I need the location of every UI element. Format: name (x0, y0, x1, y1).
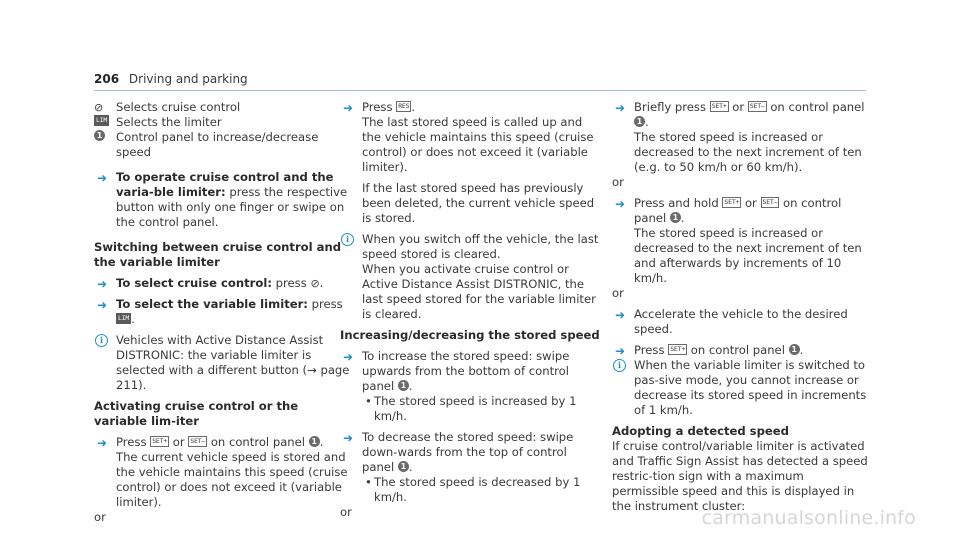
step-text: . (319, 435, 324, 449)
set-plus-icon: SET+ (724, 198, 740, 206)
callout-1-icon: 1 (634, 116, 645, 127)
step-text: . (411, 100, 416, 114)
step-text: . (680, 211, 685, 225)
step-text: on control panel (634, 196, 842, 225)
step-result: The stored speed is increased or decreased to the next increment of ten and afterwards by increments of 10 km/h. (634, 226, 862, 285)
arrow-icon: ➜ (615, 101, 626, 115)
legend-item-panel (94, 130, 350, 160)
decrease-step (340, 430, 602, 505)
arrow-icon: ➜ (343, 350, 354, 364)
set-minus-icon: SET– (190, 437, 206, 445)
note-text: When you switch off the vehicle, the last speed stored is cleared. (362, 232, 599, 261)
step-text: . (799, 343, 804, 357)
page-header (94, 72, 248, 87)
legend-text: Selects the limiter (116, 115, 222, 129)
cruise-control-icon: ⊘ (310, 277, 320, 290)
watermark: carmanualsonline.info (701, 507, 916, 529)
step-text: on control panel (766, 100, 865, 114)
or-text: or (94, 510, 106, 524)
step-text: To decrease the stored speed: swipe down-wards from the top of control panel (362, 430, 574, 474)
activating-heading: Activating cruise control or the variable lim-iter (94, 399, 299, 428)
section-title: Driving and parking (128, 72, 248, 86)
limiter-icon: LIM (118, 314, 130, 322)
set-plus-icon: SET+ (670, 345, 686, 353)
step-text: on control panel (687, 343, 789, 357)
info-icon: i (95, 334, 108, 347)
resume-step (340, 100, 602, 226)
step-result-2: If the last stored speed has previously been deleted, the current vehicle speed is stored. (362, 181, 595, 225)
brief-press-step (612, 100, 872, 175)
arrow-icon: ➜ (615, 308, 626, 322)
resume-icon: RES (398, 102, 410, 110)
legend-text: Control panel to increase/decrease speed (116, 130, 319, 159)
bullet-text: The stored speed is decreased by 1 km/h. (374, 475, 581, 504)
legend-item-limiter (94, 115, 350, 130)
step-text: press (271, 276, 311, 290)
or-text: or (612, 286, 624, 300)
set-minus-icon: SET– (749, 102, 765, 110)
set-plus-icon: SET+ (152, 437, 168, 445)
bullet-text: The stored speed is increased by 1 km/h. (374, 394, 577, 423)
activating-step (94, 435, 350, 510)
increasing-heading: Increasing/decreasing the stored speed (340, 328, 600, 342)
limiter-icon: LIM (96, 116, 108, 124)
arrow-icon: ➜ (97, 436, 108, 450)
column-1 (94, 100, 350, 525)
callout-1-icon: 1 (789, 344, 800, 355)
callout-1-icon: 1 (398, 461, 409, 472)
select-limiter-step: ➜ To select the variable limiter: press LIM . (97, 297, 343, 326)
or-text: or (340, 505, 352, 519)
arrow-icon: ➜ (97, 298, 108, 312)
step-text: . (645, 115, 649, 129)
step-text: or (728, 100, 748, 114)
page-number: 206 (94, 72, 120, 86)
arrow-icon: ➜ (97, 277, 108, 291)
accelerate-step (612, 307, 872, 337)
operate-title: To operate cruise control and the varia-ble limiter: (116, 170, 334, 199)
note-text-2: When you activate cruise control or Active Distance Assist DISTRONIC, the last speed stored for the variable limiter is cleared. (362, 262, 596, 321)
set-press-step (612, 343, 872, 358)
decrease-bullet: • The stored speed is decreased by 1 km/h. (365, 475, 581, 504)
passive-note (612, 358, 872, 418)
increase-step (340, 349, 602, 424)
adopting-heading: Adopting a detected speed (612, 424, 789, 438)
or-text: or (612, 175, 624, 189)
step-text: . (408, 460, 413, 474)
arrow-icon: ➜ (343, 431, 354, 445)
info-icon: i (613, 359, 626, 372)
step-text: or (169, 435, 189, 449)
info-icon: i (341, 233, 354, 246)
step-result: The stored speed is increased or decreased to the next increment of ten (e.g. to 50 km/h or 60 km/h). (634, 130, 862, 174)
arrow-icon: ➜ (343, 101, 354, 115)
step-text: Press (634, 343, 669, 357)
select-cruise-step: ➜ To select cruise control: press ⊘. (97, 276, 324, 291)
step-text: press (307, 297, 343, 311)
step-text: Accelerate the vehicle to the desired speed. (634, 307, 848, 336)
arrow-icon: ➜ (615, 197, 626, 211)
step-result: The last stored speed is called up and the vehicle maintains this speed (cruise control) or does not exceed it (variable limiter). (362, 115, 594, 174)
arrow-icon: ➜ (615, 344, 626, 358)
step-lead: To select the variable limiter: (116, 297, 308, 311)
step-text: or (741, 196, 761, 210)
step-text: Press (362, 100, 397, 114)
step-text: on control panel (207, 435, 309, 449)
callout-1-icon: 1 (309, 436, 320, 447)
adopting-text: If cruise control/variable limiter is activated and Traffic Sign Assist has detected a speed restric-tion sign with a maximum permissible speed and this is displayed in the instrument cluster: (612, 439, 868, 513)
switching-heading: Switching between cruise control and the variable limiter (94, 240, 342, 269)
arrow-icon: ➜ (97, 171, 108, 185)
operate-text: press the respective button with only one finger or swipe on the control panel. (116, 185, 348, 229)
step-lead: To select cruise control: (116, 276, 272, 290)
legend-item-cruise (94, 100, 350, 115)
set-plus-icon: SET+ (711, 102, 727, 110)
increase-bullet: • The stored speed is increased by 1 km/h. (365, 394, 577, 423)
legend-text: Selects cruise control (116, 100, 241, 114)
clear-note (340, 232, 602, 322)
set-minus-icon: SET– (762, 198, 778, 206)
column-3 (612, 100, 872, 514)
step-text: Briefly press (634, 100, 710, 114)
step-text: . (408, 379, 413, 393)
callout-1-icon: 1 (94, 130, 105, 141)
header-rule (94, 90, 866, 91)
note-text: When the variable limiter is switched to pas-sive mode, you cannot increase or decrease its stored speed in increments of 1 km/h. (634, 358, 867, 417)
cruise-control-icon: ⊘ (94, 101, 104, 114)
callout-1-icon: 1 (670, 212, 681, 223)
step-result: The current vehicle speed is stored and the vehicle maintains this speed (cruise control) or does not exceed it (variable limiter). (116, 450, 348, 509)
column-2 (340, 100, 602, 520)
operate-step (94, 170, 350, 230)
note-text: Vehicles with Active Distance Assist DISTRONIC: the variable limiter is selected with a different button (→ page 211). (116, 333, 350, 392)
step-text: Press (116, 435, 151, 449)
step-text: To increase the stored speed: swipe upwards from the bottom of control panel (362, 349, 570, 393)
step-text: Press and hold (634, 196, 723, 210)
distronic-note (94, 333, 350, 393)
hold-step (612, 196, 872, 286)
callout-1-icon: 1 (398, 380, 409, 391)
